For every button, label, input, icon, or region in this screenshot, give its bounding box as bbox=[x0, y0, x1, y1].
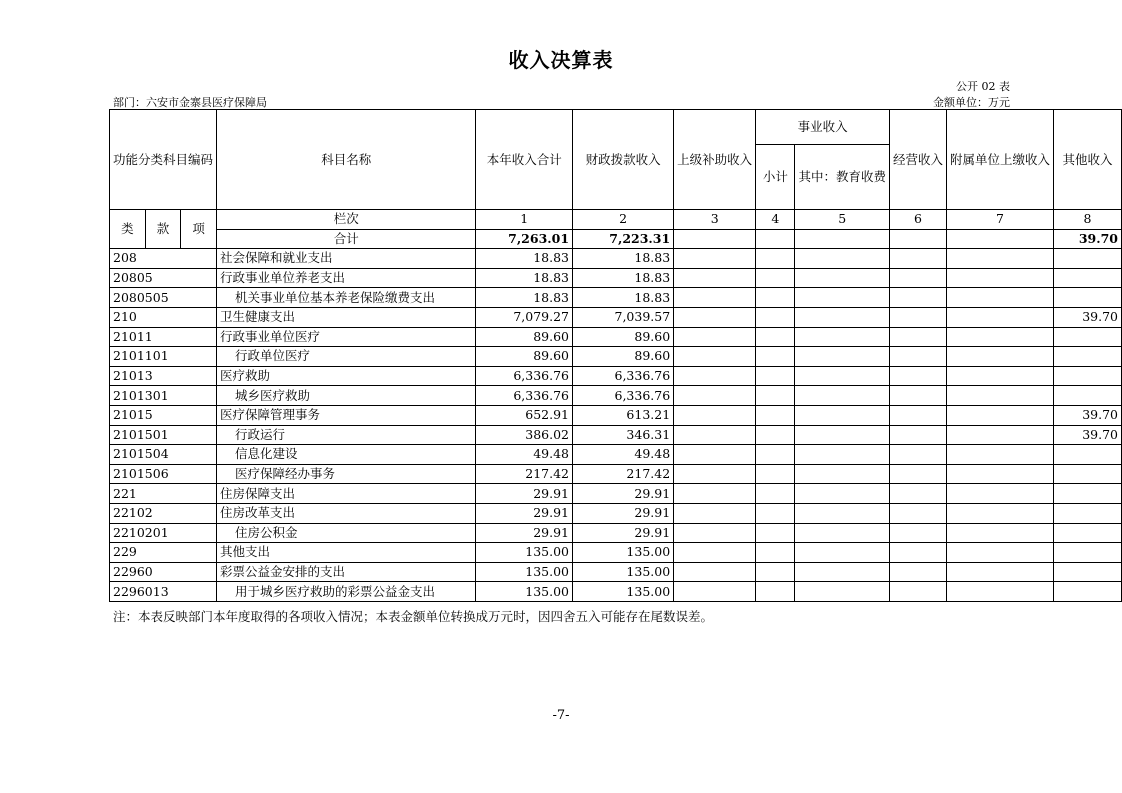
col-number: 7 bbox=[947, 210, 1054, 230]
table-row bbox=[110, 347, 1122, 367]
col-number: 4 bbox=[756, 210, 795, 230]
header-edu: 其中：教育收费 bbox=[795, 145, 890, 210]
table-row bbox=[110, 484, 1122, 504]
row-other: 39.70 bbox=[1054, 405, 1122, 425]
row-name: 医疗救助 bbox=[217, 366, 476, 386]
table-row bbox=[110, 562, 1122, 582]
row-total: 6,336.76 bbox=[476, 366, 573, 386]
row-other bbox=[1054, 327, 1122, 347]
row-total: 29.91 bbox=[476, 484, 573, 504]
totals-fiscal: 7,223.31 bbox=[573, 229, 674, 249]
col-number: 1 bbox=[476, 210, 573, 230]
table-row bbox=[110, 523, 1122, 543]
row-name: 住房改革支出 bbox=[217, 503, 476, 523]
row-code: 22102 bbox=[110, 503, 217, 523]
row-other bbox=[1054, 347, 1122, 367]
table-row bbox=[110, 405, 1122, 425]
row-other bbox=[1054, 484, 1122, 504]
header-superior: 上级补助收入 bbox=[674, 110, 756, 210]
table-row bbox=[110, 445, 1122, 465]
row-name: 行政事业单位医疗 bbox=[217, 327, 476, 347]
row-fiscal: 29.91 bbox=[573, 523, 674, 543]
row-total: 18.83 bbox=[476, 249, 573, 269]
header-name: 科目名称 bbox=[217, 110, 476, 210]
row-total: 7,079.27 bbox=[476, 307, 573, 327]
row-name: 医疗保障管理事务 bbox=[217, 405, 476, 425]
row-code: 20805 bbox=[110, 268, 217, 288]
row-code: 2101501 bbox=[110, 425, 217, 445]
row-code: 2101504 bbox=[110, 445, 217, 465]
row-code: 2210201 bbox=[110, 523, 217, 543]
row-code: 21013 bbox=[110, 366, 217, 386]
row-fiscal: 7,039.57 bbox=[573, 307, 674, 327]
table-row bbox=[110, 582, 1122, 602]
header-xiang: 项 bbox=[181, 210, 217, 249]
lanci-label: 栏次 bbox=[217, 210, 476, 230]
table-row bbox=[110, 425, 1122, 445]
row-name: 行政事业单位养老支出 bbox=[217, 268, 476, 288]
row-name: 行政单位医疗 bbox=[217, 347, 476, 367]
row-other: 39.70 bbox=[1054, 425, 1122, 445]
row-name: 住房保障支出 bbox=[217, 484, 476, 504]
row-code: 229 bbox=[110, 543, 217, 563]
page-number: -7- bbox=[552, 708, 570, 723]
table-row bbox=[110, 268, 1122, 288]
row-other bbox=[1054, 503, 1122, 523]
row-total: 135.00 bbox=[476, 543, 573, 563]
row-other bbox=[1054, 582, 1122, 602]
table-row bbox=[110, 464, 1122, 484]
row-fiscal: 613.21 bbox=[573, 405, 674, 425]
row-name: 信息化建设 bbox=[217, 445, 476, 465]
header-subtotal: 小计 bbox=[756, 145, 795, 210]
col-number: 5 bbox=[795, 210, 890, 230]
row-fiscal: 135.00 bbox=[573, 543, 674, 563]
row-fiscal: 29.91 bbox=[573, 503, 674, 523]
col-number: 2 bbox=[573, 210, 674, 230]
header-affiliated: 附属单位上缴收入 bbox=[947, 110, 1054, 210]
totals-label: 合计 bbox=[217, 229, 476, 249]
row-other bbox=[1054, 366, 1122, 386]
row-other bbox=[1054, 249, 1122, 269]
row-total: 135.00 bbox=[476, 562, 573, 582]
row-code: 208 bbox=[110, 249, 217, 269]
row-name: 医疗保障经办事务 bbox=[217, 464, 476, 484]
table-row bbox=[110, 327, 1122, 347]
col-number: 8 bbox=[1054, 210, 1122, 230]
row-fiscal: 18.83 bbox=[573, 288, 674, 308]
row-other bbox=[1054, 445, 1122, 465]
row-code: 2101506 bbox=[110, 464, 217, 484]
row-fiscal: 29.91 bbox=[573, 484, 674, 504]
header-operating: 经营收入 bbox=[890, 110, 947, 210]
row-fiscal: 89.60 bbox=[573, 327, 674, 347]
row-code: 221 bbox=[110, 484, 217, 504]
row-other bbox=[1054, 386, 1122, 406]
row-name: 机关事业单位基本养老保险缴费支出 bbox=[217, 288, 476, 308]
row-name: 彩票公益金安排的支出 bbox=[217, 562, 476, 582]
table-row bbox=[110, 288, 1122, 308]
row-other bbox=[1054, 523, 1122, 543]
row-other bbox=[1054, 268, 1122, 288]
row-total: 6,336.76 bbox=[476, 386, 573, 406]
row-total: 217.42 bbox=[476, 464, 573, 484]
header-code: 功能分类科目编码 bbox=[110, 110, 217, 210]
row-name: 住房公积金 bbox=[217, 523, 476, 543]
row-total: 49.48 bbox=[476, 445, 573, 465]
row-fiscal: 217.42 bbox=[573, 464, 674, 484]
header-lei: 类 bbox=[110, 210, 146, 249]
totals-total: 7,263.01 bbox=[476, 229, 573, 249]
header-total: 本年收入合计 bbox=[476, 110, 573, 210]
row-other bbox=[1054, 288, 1122, 308]
row-name: 卫生健康支出 bbox=[217, 307, 476, 327]
row-other bbox=[1054, 543, 1122, 563]
row-code: 21011 bbox=[110, 327, 217, 347]
row-fiscal: 18.83 bbox=[573, 268, 674, 288]
row-name: 行政运行 bbox=[217, 425, 476, 445]
row-total: 18.83 bbox=[476, 268, 573, 288]
row-total: 135.00 bbox=[476, 582, 573, 602]
row-total: 29.91 bbox=[476, 503, 573, 523]
table-note: 注：本表反映部门本年度取得的各项收入情况；本表金额单位转换成万元时，因四舍五入可能存在尾数误差。 bbox=[113, 609, 714, 624]
row-fiscal: 135.00 bbox=[573, 562, 674, 582]
header-fiscal: 财政拨款收入 bbox=[573, 110, 674, 210]
row-code: 2080505 bbox=[110, 288, 217, 308]
row-fiscal: 49.48 bbox=[573, 445, 674, 465]
row-code: 22960 bbox=[110, 562, 217, 582]
table-row bbox=[110, 503, 1122, 523]
table-row bbox=[110, 249, 1122, 269]
row-code: 210 bbox=[110, 307, 217, 327]
header-other: 其他收入 bbox=[1054, 110, 1122, 210]
row-fiscal: 135.00 bbox=[573, 582, 674, 602]
form-number: 公开 02 表 bbox=[956, 80, 1010, 93]
table-row bbox=[110, 366, 1122, 386]
row-total: 89.60 bbox=[476, 327, 573, 347]
row-code: 21015 bbox=[110, 405, 217, 425]
row-total: 652.91 bbox=[476, 405, 573, 425]
row-total: 89.60 bbox=[476, 347, 573, 367]
row-total: 29.91 bbox=[476, 523, 573, 543]
row-fiscal: 346.31 bbox=[573, 425, 674, 445]
department-label: 部门：六安市金寨县医疗保障局 bbox=[113, 96, 267, 109]
header-business: 事业收入 bbox=[756, 110, 890, 145]
col-number: 6 bbox=[890, 210, 947, 230]
row-code: 2101101 bbox=[110, 347, 217, 367]
table-row bbox=[110, 543, 1122, 563]
row-name: 用于城乡医疗救助的彩票公益金支出 bbox=[217, 582, 476, 602]
row-fiscal: 6,336.76 bbox=[573, 386, 674, 406]
row-code: 2296013 bbox=[110, 582, 217, 602]
row-other bbox=[1054, 464, 1122, 484]
table-row bbox=[110, 386, 1122, 406]
row-total: 386.02 bbox=[476, 425, 573, 445]
row-other: 39.70 bbox=[1054, 307, 1122, 327]
row-fiscal: 18.83 bbox=[573, 249, 674, 269]
income-table bbox=[109, 109, 1122, 602]
row-name: 其他支出 bbox=[217, 543, 476, 563]
col-number: 3 bbox=[674, 210, 756, 230]
row-name: 城乡医疗救助 bbox=[217, 386, 476, 406]
row-fiscal: 89.60 bbox=[573, 347, 674, 367]
table-row bbox=[110, 307, 1122, 327]
header-kuan: 款 bbox=[145, 210, 181, 249]
totals-other: 39.70 bbox=[1054, 229, 1122, 249]
row-code: 2101301 bbox=[110, 386, 217, 406]
row-other bbox=[1054, 562, 1122, 582]
row-fiscal: 6,336.76 bbox=[573, 366, 674, 386]
row-name: 社会保障和就业支出 bbox=[217, 249, 476, 269]
unit-label: 金额单位：万元 bbox=[933, 96, 1010, 109]
row-total: 18.83 bbox=[476, 288, 573, 308]
page-title: 收入决算表 bbox=[508, 48, 614, 72]
